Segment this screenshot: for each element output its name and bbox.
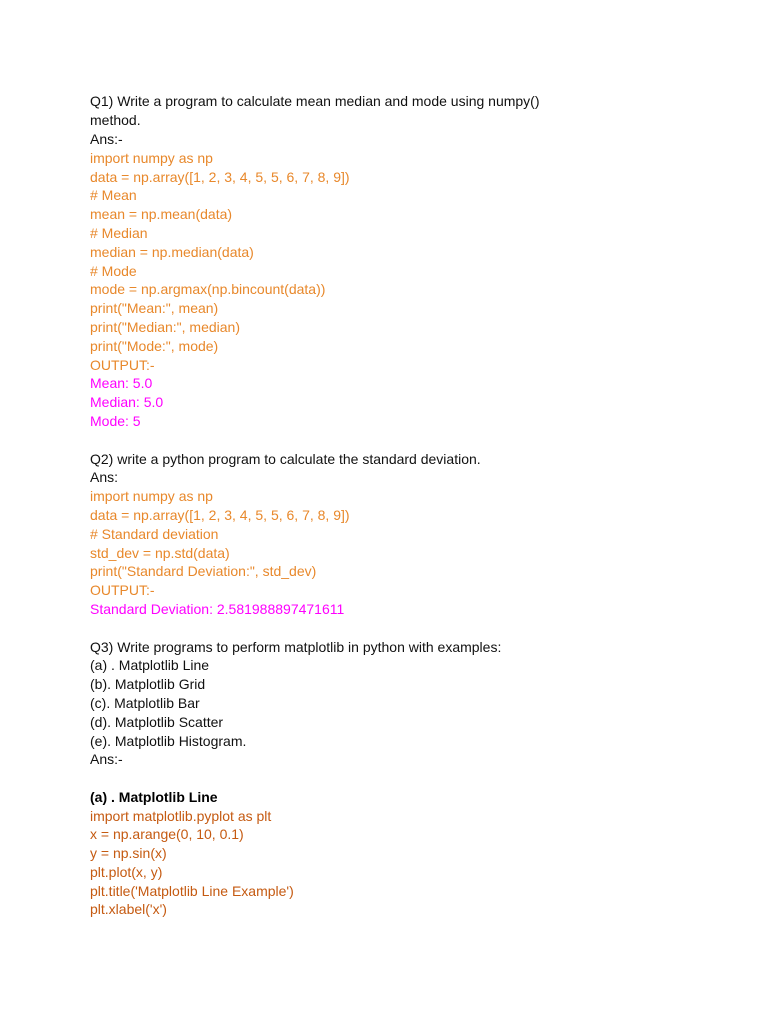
- q3-item: (e). Matplotlib Histogram.: [90, 733, 247, 749]
- q3-item: (b). Matplotlib Grid: [90, 676, 206, 692]
- q2-code-line: std_dev = np.std(data): [90, 545, 230, 561]
- q1-output-line: Mode: 5: [90, 413, 141, 429]
- q1-code-line: mean = np.mean(data): [90, 206, 233, 222]
- q1-output-label: OUTPUT:-: [90, 357, 155, 373]
- q1-code-line: print("Median:", median): [90, 319, 241, 335]
- q2-output-label: OUTPUT:-: [90, 582, 155, 598]
- q3-code-line: plt.plot(x, y): [90, 864, 163, 880]
- q1-ans-label: Ans:-: [90, 131, 123, 147]
- q1-output-line: Median: 5.0: [90, 394, 164, 410]
- q1-code-line: median = np.median(data): [90, 244, 254, 260]
- q3-item: (a) . Matplotlib Line: [90, 657, 210, 673]
- q3-code-line: plt.xlabel('x'): [90, 901, 167, 917]
- q1-code-line: print("Mean:", mean): [90, 300, 219, 316]
- q2-output-line: Standard Deviation: 2.581988897471611: [90, 601, 345, 617]
- q1-code-line: # Median: [90, 225, 148, 241]
- q2-question: Q2) write a python program to calculate the standard deviation.: [90, 451, 481, 467]
- q1-code-line: # Mean: [90, 187, 137, 203]
- q3-item: (d). Matplotlib Scatter: [90, 714, 224, 730]
- q1-output-line: Mean: 5.0: [90, 375, 153, 391]
- q3-section-a-title: (a) . Matplotlib Line: [90, 789, 218, 805]
- q1-code-line: # Mode: [90, 263, 137, 279]
- q3-code-line: x = np.arange(0, 10, 0.1): [90, 826, 244, 842]
- q3-code-line: y = np.sin(x): [90, 845, 167, 861]
- q1-code-line: data = np.array([1, 2, 3, 4, 5, 5, 6, 7, 8, 9]): [90, 169, 350, 185]
- q2-code-line: # Standard deviation: [90, 526, 219, 542]
- q3-code-line: import matplotlib.pyplot as plt: [90, 808, 272, 824]
- q3-code-line: plt.title('Matplotlib Line Example'): [90, 883, 294, 899]
- q2-code-line: print("Standard Deviation:", std_dev): [90, 563, 317, 579]
- q3-item: (c). Matplotlib Bar: [90, 695, 200, 711]
- q3-ans-label: Ans:-: [90, 751, 123, 767]
- q1-question-line1: Q1) Write a program to calculate mean median and mode using numpy(): [90, 93, 540, 109]
- q1-code-line: mode = np.argmax(np.bincount(data)): [90, 281, 326, 297]
- q1-code-line: import numpy as np: [90, 150, 213, 166]
- q2-code-line: import numpy as np: [90, 488, 213, 504]
- q2-code-line: data = np.array([1, 2, 3, 4, 5, 5, 6, 7, 8, 9]): [90, 507, 350, 523]
- q1-code-line: print("Mode:", mode): [90, 338, 219, 354]
- q3-question: Q3) Write programs to perform matplotlib in python with examples:: [90, 639, 502, 655]
- q1-question-line2: method.: [90, 112, 141, 128]
- q2-ans-label: Ans:: [90, 469, 119, 485]
